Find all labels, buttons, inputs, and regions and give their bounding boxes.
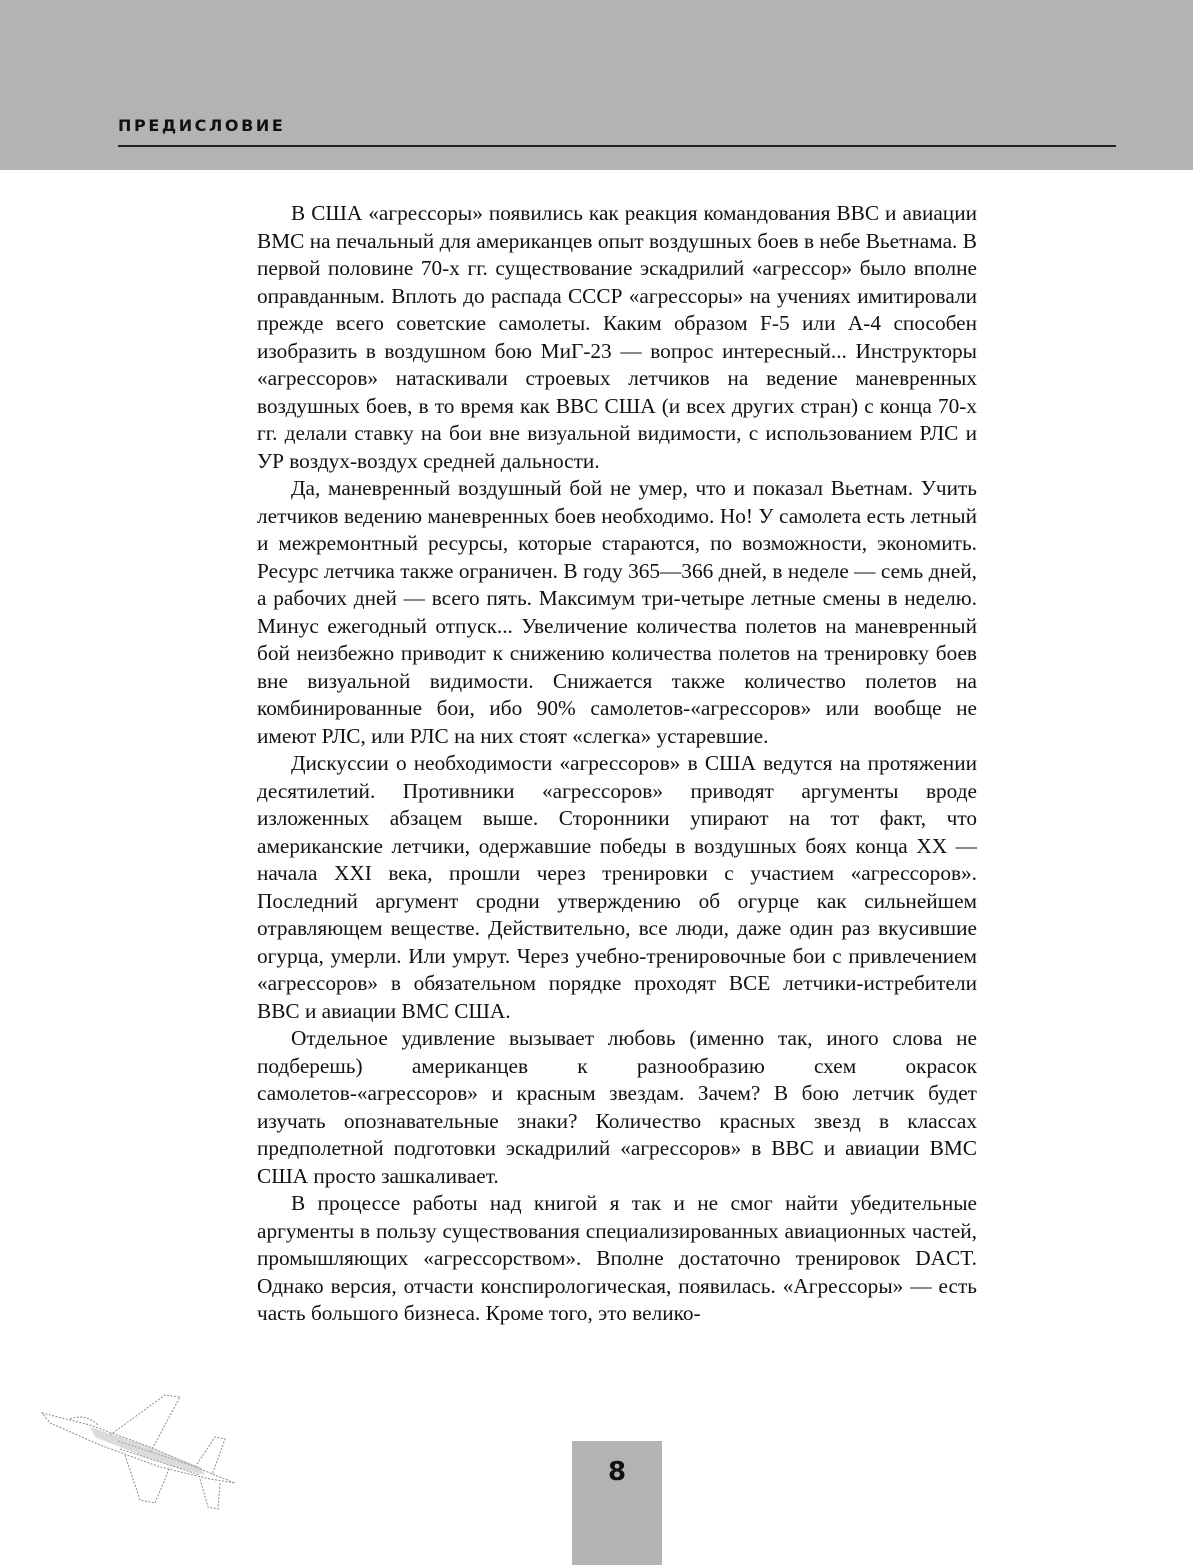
page-number-box xyxy=(572,1441,662,1565)
paragraph: В США «агрессоры» появились как реакция командования ВВС и авиации ВМС на печальный для американцев опыт воздушных боев в небе Вьетнама. В первой половине 70-х гг. существование эскадрилий «агрессор» было вполне оправданным. Вплоть до распада СССР «агрессоры» на учениях имитировали прежде всего советские самолеты. Каким образом F-5 или А-4 способен изобразить в воздушном бою МиГ-23 — вопрос интересный... Инструкторы «агрессоров» натаскивали строевых летчиков на ведение маневренных воздушных боев, в то время как ВВС США (и всех других стран) с конца 70-х гг. делали ставку на бои вне визуальной видимости, с использованием РЛС и УР воздух-воздух средней дальности. xyxy=(257,201,977,473)
paragraph: В процессе работы над книгой я так и не смог найти убедительные аргументы в пользу существования специализированных авиационных частей, промышляющих «агрессорством». Вполне достаточно тренировок DACT. Однако версия, отчасти конспирологическая, появилась. «Агрессоры» — есть часть большого бизнеса. Кроме того, это велико- xyxy=(257,1191,977,1325)
header-band xyxy=(0,0,1193,170)
header-rule xyxy=(118,145,1116,147)
section-title: ПРЕДИСЛОВИЕ xyxy=(118,116,286,135)
paragraph: Дискуссии о необходимости «агрессоров» в США ведутся на протяжении десятилетий. Противники «агрессоров» приводят аргументы вроде изложенных абзацем выше. Сторонники упирают на тот факт, что американские летчики, одержавшие победы в воздушных боях конца XX — начала XXI века, прошли через тренировки с участием «агрессоров». Последний аргумент сродни утверждению об огурце как сильнейшем отравляющем веществе. Действительно, все люди, даже один раз вкусившие огурца, умерли. Или умрут. Через учебно-тренировочные бои с привлечением «агрессоров» в обязательном порядке проходят ВСЕ летчики-истребители ВВС и авиации ВМС США. xyxy=(257,751,977,1023)
paragraph: Отдельное удивление вызывает любовь (именно так, иного слова не подберешь) американцев к разнообразию схем окрасок самолетов-«агрессоров» и красным звездам. Зачем? В бою летчик будет изучать опознавательные знаки? Количество красных звезд в классах предполетной подготовки эскадрилий «агрессоров» в ВВС и авиации ВМС США просто зашкаливает. xyxy=(257,1026,977,1188)
body-text xyxy=(257,200,977,1328)
fighter-jet-sketch-icon xyxy=(30,1375,250,1515)
page-number: 8 xyxy=(607,1457,627,1487)
paragraph: Да, маневренный воздушный бой не умер, что и показал Вьетнам. Учить летчиков ведению маневренных боев необходимо. Но! У самолета есть летный и межремонтный ресурсы, которые стараются, по возможности, экономить. Ресурс летчика также ограничен. В году 365—366 дней, в неделе — семь дней, а рабочих дней — всего пять. Максимум три-четыре летные смены в неделю. Минус ежегодный отпуск... Увеличение количества полетов на маневренный бой неизбежно приводит к снижению количества полетов на тренировку боев вне визуальной видимости. Снижается также количество полетов на комбинированные бои, ибо 90% самолетов-«агрессоров» или вообще не имеют РЛС, или РЛС на них стоят «слегка» устаревшие. xyxy=(257,476,977,748)
